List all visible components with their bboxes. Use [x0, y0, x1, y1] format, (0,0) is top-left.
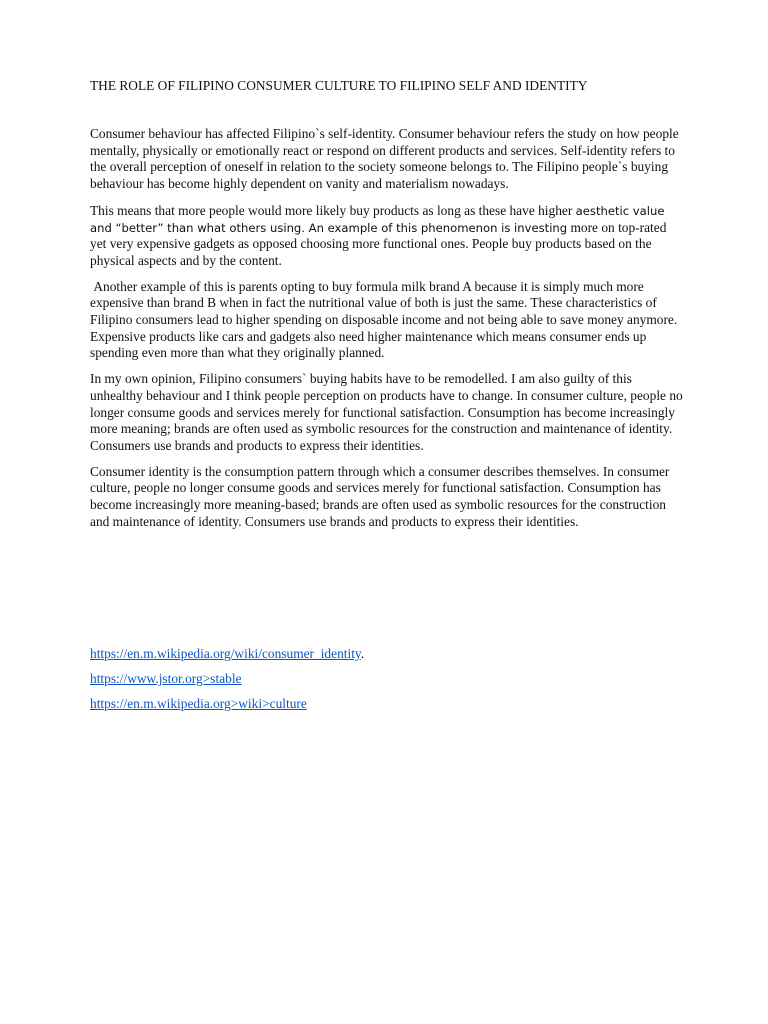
paragraph-consumer-identity: Consumer identity is the consumption pattern through which a consumer describes themselves. In consumer culture, people no longer consume goods and services merely for functional satisfaction. Consumption has become increasingly more meaning-based; brands are often used as symbolic resources for the construction and maintenance of identity. Consumers use brands and products to express their identities. — [90, 463, 670, 529]
paragraph-consumer-behaviour: Consumer behaviour has affected Filipino`s self-identity. Consumer behaviour refers the study on how people mentally, physically or emotionally react or respond on different products and services. Self-identity refers to the overall perception of oneself in relation to the society someone belongs to. The Filipino people`s buying behaviour has become highly dependent on vanity and materialism nowadays. — [90, 126, 679, 192]
document-body — [90, 126, 686, 539]
paragraph-aesthetic-value-alt-font: aesthetic value and “better” than what others using. An example of this phenomenon is investing — [90, 203, 665, 235]
reference-suffix: . — [360, 646, 365, 661]
document-title: THE ROLE OF FILIPINO CONSUMER CULTURE TO FILIPINO SELF AND IDENTITY — [90, 78, 588, 93]
reference-link-culture[interactable]: https://en.m.wikipedia.org>wiki>culture — [90, 696, 307, 711]
reference-link-jstor[interactable]: https://www.jstor.org>stable — [90, 671, 242, 686]
reference-link-consumer-identity[interactable]: https://en.m.wikipedia.org/wiki/consumer_identity — [90, 646, 361, 661]
paragraph-aesthetic-value-end: more on top-rated yet very expensive gadgets as opposed choosing more functional ones. People buy products based on the physical aspects and by the content. — [90, 219, 667, 268]
paragraph-aesthetic-value — [90, 203, 686, 270]
paragraph-own-opinion: In my own opinion, Filipino consumers` buying habits have to be remodelled. I am also guilty of this unhealthy behaviour and I think people perception on products have to change. In consumer culture, people no longer consume goods and services merely for functional satisfaction. Consumption has become increasingly more meaning; brands are often used as symbolic resources for the construction and maintenance of identity. Consumers use brands and products to express their identities. — [90, 371, 683, 453]
paragraph-formula-milk-example: Another example of this is parents opting to buy formula milk brand A because it is simply much more expensive than brand B when in fact the nutritional value of both is just the same. These characteristics of Filipino consumers lead to higher spending on disposable income and not being able to save money anymore. Expensive products like cars and gadgets also need higher maintenance which means consumer ends up spending even more than what they originally planned. — [90, 278, 678, 361]
paragraph-aesthetic-value-start: This means that more people would more likely buy products as long as these have higher — [90, 202, 576, 218]
references-list — [90, 645, 686, 720]
reference-item — [90, 670, 686, 687]
reference-item — [90, 695, 686, 712]
reference-item — [90, 645, 686, 662]
